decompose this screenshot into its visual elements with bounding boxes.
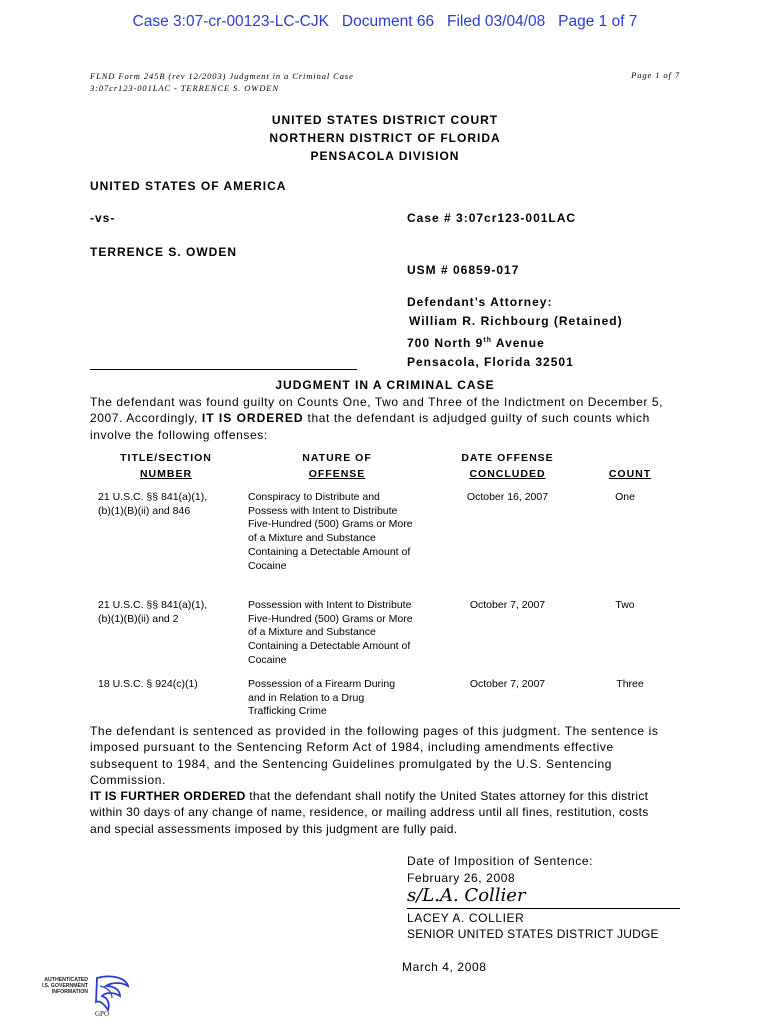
row-count: Three [616,678,644,690]
cell-line: and in Relation to a Drug [248,691,365,704]
row-date: October 7, 2007 [469,599,546,611]
row-nature [248,599,413,668]
cell-line: Containing a Detectable Amount of [248,545,411,558]
paragraph-text: that the defendant shall notify the United States attorney for this district [245,789,649,803]
paragraph-line: subsequent to 1984, and the Sentencing Guidelines promulgated by the U.S. Sentencing [90,756,613,771]
form-header [90,70,354,94]
sentence-paragraph [90,723,680,788]
gpo-text: U.S. GOVERNMENT [42,983,88,989]
imposition-date: February 26, 2008 [407,871,516,885]
cell-line: Five-Hundred (500) Grams or More [248,612,413,625]
row-nature [248,491,413,573]
court-district: NORTHERN DISTRICT OF FLORIDA [269,131,501,145]
judge-title: SENIOR UNITED STATES DISTRICT JUDGE [407,927,659,941]
paragraph-line: imposed pursuant to the Sentencing Reform Act of 1984, including amendments effective [90,740,614,755]
cell-line: of a Mixture and Substance [248,532,376,545]
gpo-mark: GPO [95,1010,110,1018]
attorney-name: William R. Richbourg (Retained) [409,314,623,328]
intro-text: 2007. Accordingly, [90,411,202,426]
defense-attorney-block [407,293,623,372]
paragraph-line: within 30 days of any change of name, residence, or mailing address until all fines, restitution, costs [90,805,649,820]
row-title-section [98,491,207,518]
gpo-text: AUTHENTICATED [44,977,88,983]
intro-text: that the defendant is adjudged guilty of such counts which [303,411,650,426]
intro-line [90,410,680,426]
cell-line: 18 U.S.C. § 924(c)(1) [98,678,198,690]
gpo-authentication-seal [42,972,137,1020]
row-count: Two [615,599,635,611]
header-text: NUMBER [139,468,193,480]
header-text: CONCLUDED [469,468,546,480]
usm-number: USM # 06859-017 [407,263,520,277]
versus: -vs- [90,211,116,225]
paragraph-line: The defendant is sentenced as provided in the following pages of this judgment. The sentence is [90,724,659,738]
header-text: DATE OFFENSE [461,452,554,464]
cell-line: (b)(1)(B)(ii) and 846 [98,504,191,517]
cell-line: Conspiracy to Distribute and [248,491,380,503]
attorney-address [407,331,623,353]
gpo-text: INFORMATION [51,989,88,995]
judge-name: LACEY A. COLLIER [407,911,525,925]
page-number: Page 1 of 7 [631,70,680,80]
court-division: PENSACOLA DIVISION [310,149,460,163]
case-caption-line: 3:07cr123-001LAC - TERRENCE S. OWDEN [90,83,279,93]
address-ordinal: th [483,337,492,344]
address-street: 700 North 9 [407,336,484,350]
cell-line: Containing a Detectable Amount of [248,640,411,653]
row-title-section [98,678,198,692]
intro-line: The defendant was found guilty on Counts One, Two and Three of the Indictment on December 5, [90,395,664,409]
header-text: OFFENSE [308,468,366,480]
header-date [440,450,575,482]
intro-paragraph [90,394,680,443]
court-title [0,111,770,165]
signature-line [407,908,680,909]
header-title-section [90,450,242,482]
judge-signature: s/L.A. Collier [407,885,526,906]
header-text: TITLE/SECTION [120,452,212,464]
row-title-section [98,599,207,626]
paragraph-line: Commission. [90,772,166,787]
gpo-eagle-icon [42,972,137,1020]
header-count [595,466,665,482]
signed-date: March 4, 2008 [402,960,487,974]
attorney-label: Defendant’s Attorney: [407,295,553,309]
cell-line: 21 U.S.C. §§ 841(a)(1), [98,599,208,611]
row-date: October 7, 2007 [469,678,546,690]
header-text: NATURE OF [302,452,372,464]
cell-line: Trafficking Crime [248,705,327,718]
defendant-name: TERRENCE S. OWDEN [90,245,238,259]
cell-line: Cocaine [248,559,287,572]
ordered-phrase: IT IS ORDERED [201,411,304,426]
cell-line: (b)(1)(B)(ii) and 2 [98,612,179,625]
cell-line: Five-Hundred (500) Grams or More [248,518,413,531]
court-name: UNITED STATES DISTRICT COURT [271,113,499,127]
ecf-header-stamp: Case 3:07-cr-00123-LC-CJK Document 66 Filed 03/04/08 Page 1 of 7 [132,13,638,30]
attorney-city: Pensacola, Florida 32501 [407,355,574,369]
judgment-heading: JUDGMENT IN A CRIMINAL CASE [275,378,495,392]
further-ordered-phrase: IT IS FURTHER ORDERED [90,789,246,803]
form-line: FLND Form 245B (rev 12/2003) Judgment in a Criminal Case [90,71,354,81]
further-ordered-paragraph [90,788,680,837]
case-number: Case # 3:07cr123-001LAC [407,211,577,225]
intro-line: involve the following offenses: [90,427,268,442]
cell-line: of a Mixture and Substance [248,626,376,639]
row-count: One [615,491,635,503]
cell-line: Possess with Intent to Distribute [248,504,398,517]
plaintiff: UNITED STATES OF AMERICA [90,179,287,193]
header-text: COUNT [608,468,652,480]
imposition-date-label: Date of Imposition of Sentence: [407,854,594,868]
cell-line: Possession of a Firearm During [248,678,396,690]
cell-line: Possession with Intent to Distribute [248,599,412,611]
row-date: October 16, 2007 [466,491,549,503]
cell-line: Cocaine [248,653,287,666]
cell-line: 21 U.S.C. §§ 841(a)(1), [98,491,208,503]
address-suffix: Avenue [491,336,545,350]
header-nature [262,450,412,482]
paragraph-line: and special assessments imposed by this judgment are fully paid. [90,821,458,836]
paragraph-line [90,788,680,804]
divider-line [90,369,357,370]
row-nature [248,678,395,719]
